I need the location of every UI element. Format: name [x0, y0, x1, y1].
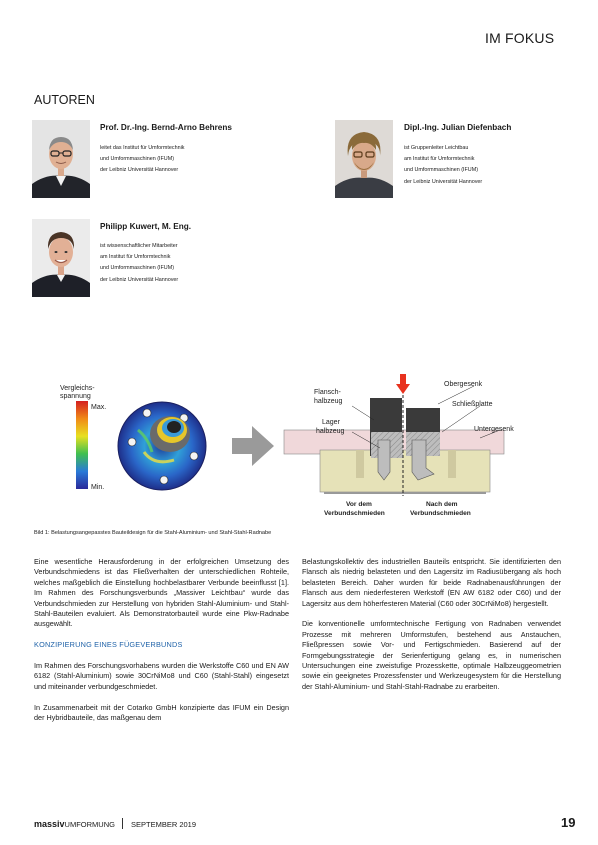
label-flansch-2: halbzeug: [314, 398, 343, 405]
legend-title-line1: Vergleichs-spannung: [60, 385, 95, 400]
author-photo-behrens: [32, 120, 90, 198]
label-vor-2: Verbundschmieden: [324, 510, 385, 517]
subheading: KONZIPIERUNG EINES FÜGEVERBUNDS: [34, 640, 183, 650]
label-lager-2: halbzeug: [316, 428, 345, 435]
legend-min: Min.: [91, 484, 105, 491]
process-arrow-icon: [232, 426, 274, 466]
stress-colorbar: [76, 401, 88, 489]
paragraph: Die konventionelle umformtechnische Fertigung von Radnaben verwendet Prozesse mit mehreren Umformstufen, bestehend aus Anstauchen, Fließpressen sowie Vor- und Fertigschmieden. Basierend auf der Formgebungsstrategie der Serienfertigung gelang es, in numerischen Untersuchungen eine zweistufige Prozesskette, optimale Halbzeuggeometrien sowie ein geeignetes Prozessfenster und Werkzeugesystem für die Herstellung der Stahl-Aluminium- und Stahl-Stahl-Radnabe zu erarbeiten.: [302, 619, 561, 691]
paragraph: Im Rahmen des Forschungsvorhabens wurden die Werkstoffe C60 und EN AW 6182 (Stahl-Aluminium) sowie 30CrNiMo8 und C60 (Stahl-Stahl) eingesetzt und miteinander verbundgeschmiedet.: [34, 661, 289, 691]
label-nach-1: Nach dem: [426, 501, 458, 508]
issue-date: SEPTEMBER 2019: [130, 820, 197, 829]
author-photo-diefenbach: [335, 120, 393, 198]
brand-rest: UMFORMUNG: [64, 820, 115, 829]
wheel-hub-render: [118, 402, 206, 490]
label-untergesenk: Untergesenk: [474, 426, 514, 433]
paragraph: Belastungskollektiv des industriellen Bauteils entspricht. Sie identifizierten den Flansch als niedrig belasteten und den Lagersitz im Radiusübergang als hoch belasteten Bereich. Daher wurden für beide Radnabenausführungen der Flansch aus dem niederfesteren Werkstoff (EN AW 6182 oder C60) und der Lagersitz aus dem höherfesteren Material (C60 oder 30CrNiMo8) hergestellt.: [302, 557, 561, 608]
author-description: ist Gruppenleiter Leichtbau am Institut für Umformtechnik und Umformmaschinen (IFUM) der Leibniz Universität Hannover: [404, 145, 483, 185]
label-nach-2: Verbundschmieden: [410, 510, 471, 517]
author-name: Dipl.-Ing. Julian Diefenbach: [404, 123, 512, 132]
paragraph: In Zusammenarbeit mit der Cotarko GmbH konzipierte das IFUM ein Design der Hybridbauteile, das maßgenau dem: [34, 702, 289, 723]
author-photo-kuwert: [32, 219, 90, 297]
author-name: Prof. Dr.-Ing. Bernd-Arno Behrens: [100, 123, 232, 132]
body-column-left: [34, 557, 289, 734]
page-number: 19: [561, 815, 576, 830]
label-vor-1: Vor dem: [346, 501, 372, 508]
brand-bold: massiv: [34, 819, 65, 829]
author-description: leitet das Institut für Umformtechnik und Umformmaschinen (IFUM) der Leibniz Universität Hannover: [100, 145, 185, 174]
author-name: Philipp Kuwert, M. Eng.: [100, 222, 191, 231]
figure-illustration: [34, 368, 564, 531]
press-force-icon: [400, 374, 406, 384]
paragraph: Eine wesentliche Herausforderung in der erfolgreichen Umsetzung des Verbundschmiedens ist das Fließverhalten der unterschiedlichen Rohteile, welches maßgeblich die Einstellung hochbelastbarer Verbunde beeinflusst [1]. Im Rahmen des Forschungsverbunds „Massiver Leichtbau“ wurde das Verbundschmieden zur Herstellung von hybriden Stahl-Aluminium- und Stahl-Stahl-Bauteilen evaluiert. Als Demonstratorbauteil wurde eine Pkw-Radnabe ausgewählt.: [34, 557, 289, 629]
authors-heading: AUTOREN: [34, 93, 95, 107]
section-title: IM FOKUS: [485, 30, 555, 46]
footer: [34, 818, 196, 829]
legend-max: Max.: [91, 404, 107, 411]
label-obergesenk: Obergesenk: [444, 381, 483, 388]
label-schliessplatte: Schließplatte: [452, 401, 493, 408]
body-column-right: [302, 557, 561, 703]
label-lager-1: Lager: [322, 419, 340, 426]
author-description: ist wissenschaftlicher Mitarbeiter am Institut für Umformtechnik und Umformmaschinen (IFUM) der Leibniz Universität Hannover: [100, 243, 179, 283]
figure-caption: Bild 1: Belastungsangepasstes Bauteildesign für die Stahl-Aluminium- und Stahl-Stahl-Radnabe: [34, 530, 272, 536]
footer-divider: [122, 818, 123, 829]
label-flansch-1: Flansch-: [314, 389, 341, 396]
